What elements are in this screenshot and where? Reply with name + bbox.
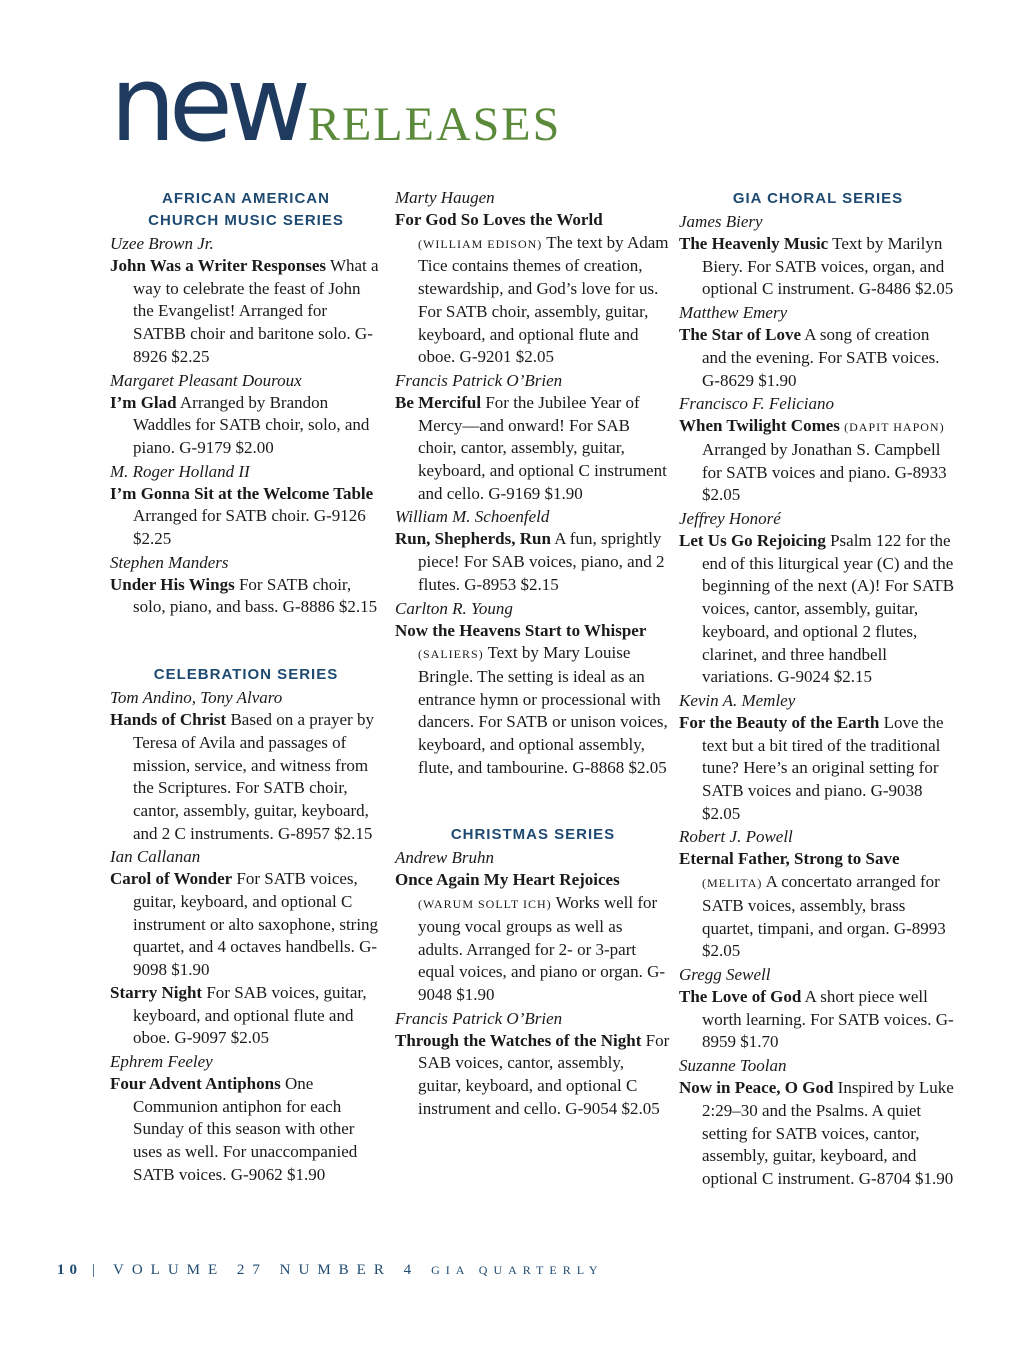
release-entry bbox=[679, 712, 957, 826]
entry-title: Be Merciful bbox=[395, 392, 482, 412]
composer-name: Margaret Pleasant Douroux bbox=[110, 370, 302, 390]
column-2 bbox=[395, 186, 671, 1121]
entry-description: A song of creation and the evening. For SATB voices. G-8629 $1.90 bbox=[702, 325, 940, 390]
release-entry bbox=[110, 868, 382, 982]
release-entry bbox=[395, 869, 671, 1006]
entry-description: Text by Marilyn Biery. For SATB voices, organ, and optional C instrument. G-8486 $2.05 bbox=[702, 234, 954, 299]
entry-title: For the Beauty of the Earth bbox=[679, 712, 880, 732]
entry-title: When Twilight Comes bbox=[679, 416, 840, 436]
release-entry bbox=[395, 1030, 671, 1121]
release-entry bbox=[395, 209, 671, 369]
composer-name: Francis Patrick O’Brien bbox=[395, 370, 563, 390]
release-entry bbox=[110, 709, 382, 845]
release-entry bbox=[110, 483, 382, 551]
composer-name: Francis Patrick O’Brien bbox=[395, 1008, 563, 1028]
composer-name: M. Roger Holland II bbox=[110, 461, 250, 481]
publication-name: GIA QUARTERLY bbox=[431, 1263, 604, 1277]
tune-name: (MELITA) bbox=[702, 876, 763, 891]
entry-title: Run, Shepherds, Run bbox=[395, 529, 551, 549]
entry-title: I’m Gonna Sit at the Welcome Table bbox=[110, 483, 374, 503]
release-entry bbox=[679, 530, 957, 689]
release-entry bbox=[110, 1073, 382, 1187]
composer-name: Uzee Brown Jr. bbox=[110, 234, 214, 253]
tune-name: (DAPIT HAPON) bbox=[844, 420, 945, 435]
entry-title: The Love of God bbox=[679, 986, 802, 1006]
composer-name: Kevin A. Memley bbox=[679, 690, 796, 710]
entry-description: For SAB voices, guitar, keyboard, and optional flute and oboe. G-9097 $2.05 bbox=[133, 982, 367, 1048]
entry-title: Carol of Wonder bbox=[110, 869, 233, 889]
entry-description: Arranged by Brandon Waddles for SATB choir, solo, and piano. G-9179 $2.00 bbox=[133, 392, 370, 457]
entry-description: For SAB voices, cantor, assembly, guitar, keyboard, and optional C instrument and cello. G-9054 $2.05 bbox=[418, 1030, 670, 1118]
series-heading: GIA CHORAL SERIES bbox=[732, 190, 904, 207]
entry-description: For SATB voices, guitar, keyboard, and optional C instrument or alto saxophone, string quartet, and 4 octaves handbells. G-9098 $1.90 bbox=[133, 869, 379, 980]
entry-description: A concertato arranged for SATB voices, assembly, brass quartet, timpani, and organ. G-8993 $2.05 bbox=[702, 872, 946, 961]
release-entry bbox=[679, 848, 957, 963]
release-entry bbox=[395, 392, 671, 506]
release-entry bbox=[110, 392, 382, 460]
composer-name: Suzanne Toolan bbox=[679, 1056, 787, 1076]
entry-description: One Communion antiphon for each Sunday of this season with other uses as well. For unaccompanied SATB voices. G-9062 $1.90 bbox=[133, 1073, 358, 1184]
composer-name: Ian Callanan bbox=[110, 847, 201, 867]
page-number: 10 bbox=[57, 1262, 82, 1278]
entry-description: Arranged by Jonathan S. Campbell for SATB voices and piano. G-8933 $2.05 bbox=[702, 439, 947, 505]
column-3 bbox=[679, 186, 957, 1191]
entry-description: Inspired by Luke 2:29–30 and the Psalms. A quiet setting for SATB voices, cantor, assembly, guitar, keyboard, and optional C instrument. G-8704 $1.90 bbox=[702, 1078, 954, 1188]
title-new: new bbox=[110, 43, 304, 165]
title-releases: RELEASES bbox=[307, 98, 562, 151]
entry-description: Works well for young vocal groups as well as adults. Arranged for 2- or 3-part equal voices, and piano or organ. G-9048 $1.90 bbox=[418, 893, 666, 1004]
composer-name: Jeffrey Honoré bbox=[679, 509, 781, 529]
entry-description: For the Jubilee Year of Mercy—and onward! For SAB choir, cantor, assembly, guitar, keyboard, and optional C instrument and cello. G-9169 $1.90 bbox=[418, 392, 667, 503]
release-entry bbox=[110, 255, 382, 369]
composer-name: Francisco F. Feliciano bbox=[679, 394, 835, 414]
entry-title: Let Us Go Rejoicing bbox=[679, 531, 826, 551]
composer-name: Stephen Manders bbox=[110, 552, 229, 572]
composer-name: James Biery bbox=[679, 212, 763, 231]
entry-title: Now the Heavens Start to Whisper bbox=[395, 620, 647, 640]
entry-description: Psalm 122 for the end of this liturgical year (C) and the beginning of the next (A)! For SATB voices, cantor, assembly, guitar, keyboard, and optional 2 flutes, clarinet, and three handbell variations. G-9024 $2.15 bbox=[702, 531, 955, 687]
release-entry bbox=[679, 1077, 957, 1191]
entry-description: A fun, sprightly piece! For SAB voices, piano, and 2 flutes. G-8953 $2.15 bbox=[418, 529, 665, 594]
entry-description: Love the text but a bit tired of the traditional tune? Here’s an original setting for SATB voices and piano. G-9038 $2.05 bbox=[702, 712, 944, 823]
release-entry bbox=[679, 415, 957, 507]
composer-name: Marty Haugen bbox=[395, 188, 495, 207]
composer-name: William M. Schoenfeld bbox=[395, 507, 550, 527]
composer-name: Ephrem Feeley bbox=[110, 1051, 213, 1071]
entry-title: Four Advent Antiphons bbox=[110, 1073, 281, 1093]
entry-title: I’m Glad bbox=[110, 392, 177, 412]
entry-title: Hands of Christ bbox=[110, 710, 227, 730]
series-heading: CELEBRATION SERIES bbox=[153, 666, 339, 684]
footer-separator: | bbox=[92, 1262, 104, 1278]
entry-title: The Heavenly Music bbox=[679, 234, 829, 253]
release-entry bbox=[110, 982, 382, 1050]
entry-title: Through the Watches of the Night bbox=[395, 1030, 642, 1050]
tune-name: (WILLIAM EDISON) bbox=[418, 236, 543, 251]
release-entry bbox=[110, 574, 382, 619]
release-entry bbox=[679, 986, 957, 1054]
column-1 bbox=[110, 186, 382, 1187]
tune-name: (WARUM SOLLT ICH) bbox=[418, 897, 552, 912]
composer-name: Carlton R. Young bbox=[395, 598, 513, 618]
entry-description: The text by Adam Tice contains themes of creation, stewardship, and God’s love for us. For SATB choir, assembly, guitar, keyboard, and optional flute and oboe. G-9201 $2.05 bbox=[418, 232, 669, 367]
entry-description: For SATB choir, solo, piano, and bass. G-8886 $2.15 bbox=[133, 574, 378, 617]
entry-title: Once Again My Heart Rejoices bbox=[395, 870, 620, 890]
entry-title: Eternal Father, Strong to Save bbox=[679, 849, 900, 869]
series-heading: AFRICAN AMERICAN CHURCH MUSIC SERIES bbox=[148, 190, 344, 229]
release-entry bbox=[395, 620, 671, 780]
entry-title: Under His Wings bbox=[110, 574, 235, 594]
composer-name: Andrew Bruhn bbox=[395, 848, 495, 868]
entry-title: Now in Peace, O God bbox=[679, 1078, 834, 1098]
composer-name: Matthew Emery bbox=[679, 303, 788, 323]
entry-title: Starry Night bbox=[110, 982, 203, 1002]
entry-description: A short piece well worth learning. For SATB voices. G-8959 $1.70 bbox=[702, 986, 954, 1052]
release-entry bbox=[395, 528, 671, 596]
page-footer bbox=[57, 1262, 604, 1279]
volume-info: VOLUME 27 NUMBER 4 bbox=[113, 1262, 420, 1278]
composer-name: Tom Andino, Tony Alvaro bbox=[110, 688, 283, 708]
entry-title: For God So Loves the World bbox=[395, 210, 603, 229]
entry-description: What a way to celebrate the feast of John the Evangelist! Arranged for SATBB choir and baritone solo. G-8926 $2.25 bbox=[133, 256, 379, 366]
entry-title: The Star of Love bbox=[679, 325, 801, 345]
series-heading: CHRISTMAS SERIES bbox=[450, 826, 616, 844]
entry-description: Arranged for SATB choir. G-9126 $2.25 bbox=[133, 506, 366, 549]
composer-name: Robert J. Powell bbox=[679, 827, 793, 847]
release-entry bbox=[679, 233, 957, 301]
release-entry bbox=[679, 324, 957, 392]
entry-description: Based on a prayer by Teresa of Avila and passages of mission, service, and witness from the Scriptures. For SATB choir, cantor, assembly, guitar, keyboard, and 2 C instruments. G-8957 $2.15 bbox=[133, 710, 374, 843]
entry-title: John Was a Writer Responses bbox=[110, 256, 327, 275]
page-title bbox=[110, 43, 562, 165]
composer-name: Gregg Sewell bbox=[679, 964, 771, 984]
tune-name: (SALIERS) bbox=[418, 647, 484, 662]
entry-description: Text by Mary Louise Bringle. The setting is ideal as an entrance hymn or processional with dancers. For SATB or unison voices, keyboard, and optional assembly, flute, and tambourine. G-8868 $2.05 bbox=[418, 643, 668, 777]
